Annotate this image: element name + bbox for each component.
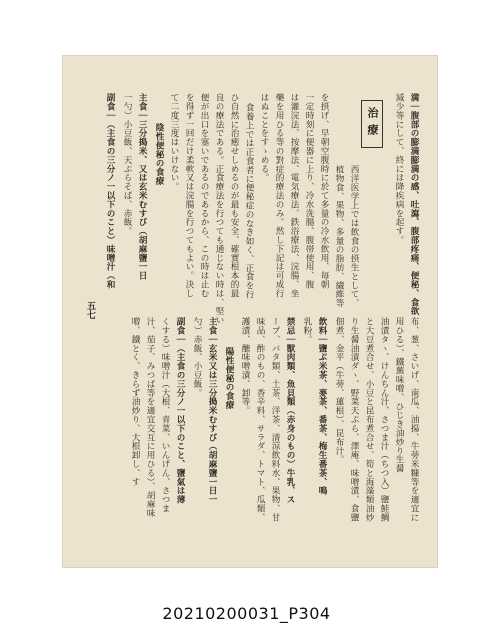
text-column: は灌浣法、按摩法、電気療法、鉄浴療法、浣腸、坐 — [289, 93, 299, 298]
text-column: を摂げ、早朝空腹時に於て多量の冷水飲用、毎朝 — [319, 93, 329, 289]
entry-column: 一勺）小豆飯、天ぷらそば、赤飯。 — [122, 93, 132, 236]
entry-column: 勺）赤飯、小豆飯。 — [192, 317, 202, 398]
text-column: 一定時刻に便器に上り、冷水洗腸、腹帯使用、腹 — [304, 93, 314, 289]
text-column: 佃煮、金平（牛蒡、蓮根）、昆布汁。 — [334, 317, 344, 464]
text-column: 藥を用ひる等の對症的療法のみ。然し下記は可成行 — [274, 93, 284, 298]
text-column: はぬことをすゝめる。 — [259, 93, 269, 182]
section-heading: 治療 — [361, 100, 383, 148]
entry-column: 汁、茄子、みつば等を適宜交互に用ひる）、胡麻味 — [145, 317, 155, 518]
section-title: 陰性便秘の食療 — [154, 123, 164, 186]
entry-column: 噌、鐵とく、きらず油炒り、大根卸し、す — [130, 317, 140, 487]
document-page — [62, 55, 438, 568]
page-number: 五七 — [85, 301, 95, 319]
text-column: と大豆煮合せ、小豆と昆布煮合せ、筍と海藻類油炒 — [364, 317, 374, 522]
text-column: を得ず一回だけ柔軟又は浣腸を行つてもよい。決し — [184, 93, 194, 298]
text-column: ひ自然に治癒せしめるのが最も安全、確實根本的最 — [229, 93, 239, 298]
text-column: ープ、バタ類、土茶、洋茶、清涼飲料水、果物、甘 — [270, 317, 280, 522]
text-column: 西洋医学上では飲食の摂生として、 — [349, 165, 359, 308]
text-column: 良の療法である。正食療法を行つても通じない時は、堅い — [214, 93, 224, 325]
text-column: 乳粉。 — [302, 317, 312, 344]
image-caption: 20210200031_P304 — [162, 604, 331, 623]
text-column: 布、葱、さいげ、南瓜、油揚、牛蒡米糠等を適宜に — [409, 317, 419, 522]
entry-column: 副食｜（主食の三分ノ一以下のこと）味噌汁（和 — [105, 93, 115, 289]
text-column: 減少等にして、終には降疾病を起す。 — [394, 93, 404, 245]
text-column: て二度三度はいけない。 — [169, 93, 179, 191]
entry-column: 主食｜玄米又は三分搗米むすび（胡麻鹽一日一 — [207, 317, 217, 504]
text-column: 護漬、醣味噌漬、卸等。 — [240, 317, 250, 415]
section-title: 陽性便秘の食療 — [224, 347, 234, 410]
text-column: 用ひる）、鐵蕪味噌、ひじき油炒り生醤 — [394, 317, 404, 473]
text-column: 満｜腹部の膨満膨満の感、吐瀉、腹部疼痛、便秘、食欲 — [409, 93, 419, 316]
drink-entry: 飲料｜鹽ぷ米茶、麥茶、番茶、梅生番茶、鳴 — [317, 317, 327, 495]
entry-column: 主食｜三分搗米、又は玄米むすび（胡麻鹽一日 — [137, 93, 147, 280]
entry-column: くする）味噌汁（大根、青菜、いんげん、さつま — [160, 317, 170, 513]
text-column: 食養上では正食者に便秘症のなき如く、正食を行 — [244, 103, 254, 299]
text-column: 便が出口を塞いであるのであるから、この時は止む — [199, 93, 209, 298]
entry-column: 副食｜（主食の三分ノ一以下のこと、鹽氣は薄 — [175, 317, 185, 504]
text-column: 味品、酢のもの、香辛料、サラダ、トマト、瓜類、 — [255, 317, 265, 522]
taboo-entry: 禁忌｜獸肉類、魚貝類（赤身のもの）牛乳、ス — [285, 317, 295, 504]
text-column: 植物食、果物、多量の脂肪、繊維等 — [334, 165, 344, 308]
text-column: 油漬タヽ、けんちん汁、さつま汁（ちつ入）鹽鮭鯛 — [379, 317, 389, 522]
text-column: り生醤油漬ダヽ、野菜天ぷら、澤庵、味噌漬、食鹽 — [349, 317, 359, 522]
